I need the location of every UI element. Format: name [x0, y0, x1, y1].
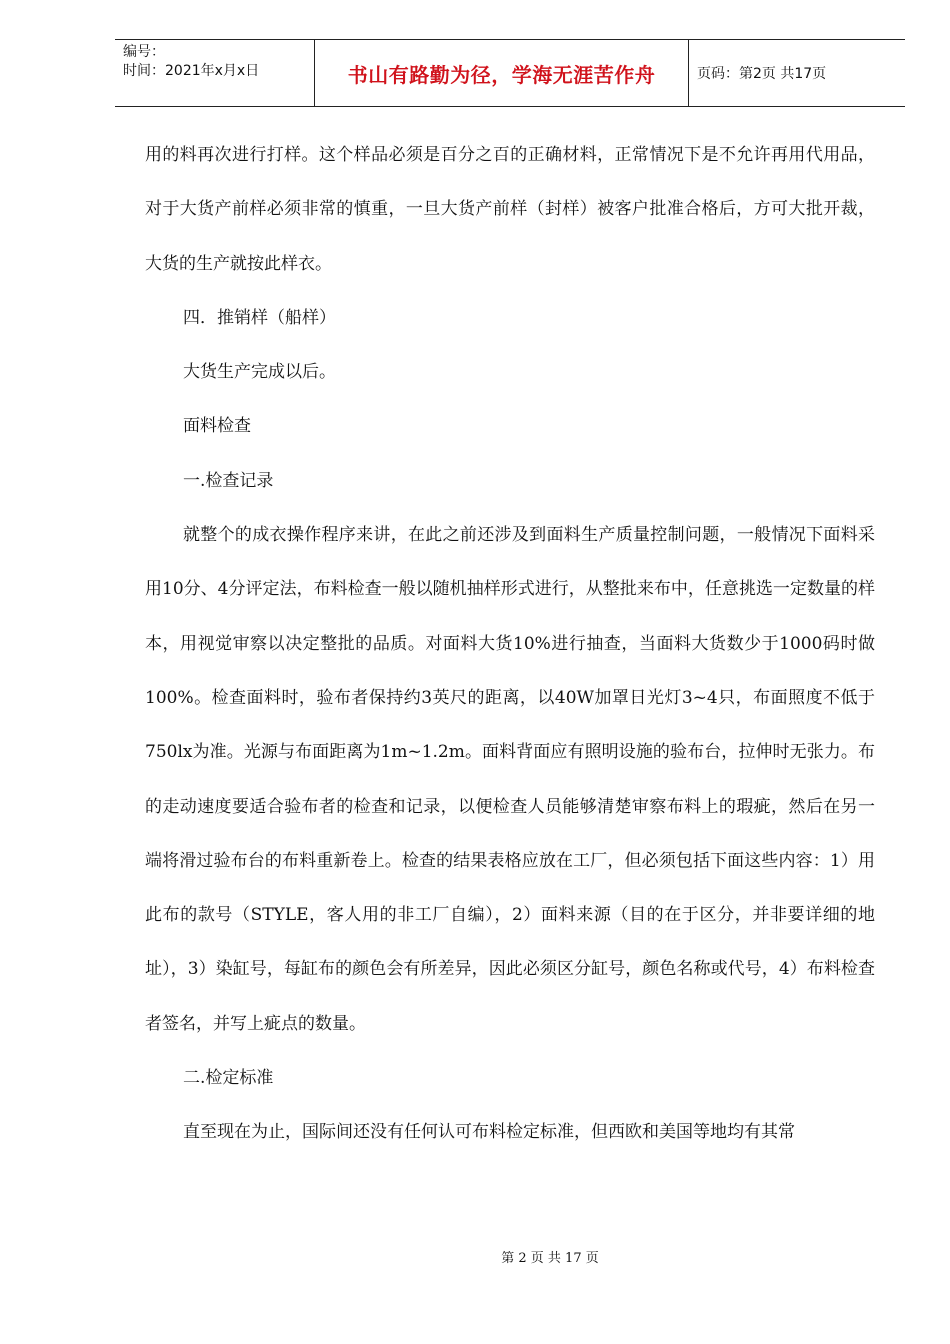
paragraph: 大货生产完成以后。	[183, 362, 336, 383]
paragraph: 用的料再次进行打样。这个样品必须是百分之百的正确材料，正常情况下是不允许再用代用品，对于大货产前样必须非常的慎重，一旦大货产前样（封样）被客户批准合格后，方可大批开裁，大货的生产就按此样衣。	[145, 145, 875, 274]
section-heading-inspection-standard: 二.检定标准	[183, 1068, 274, 1089]
document-body	[145, 128, 875, 1160]
page-footer: 第 2 页 共 17 页	[501, 1251, 599, 1266]
section-heading-fabric-inspection: 面料检查	[183, 416, 251, 437]
page-header	[115, 39, 905, 107]
header-meta	[115, 40, 315, 106]
section-heading-promo-sample: 四．推销样（船样）	[183, 307, 336, 328]
document-number-label: 编号：	[123, 44, 165, 60]
paragraph: 直至现在为止，国际间还没有任何认可布料检定标准，但西欧和美国等地均有其常	[183, 1122, 795, 1143]
section-heading-inspection-record: 一.检查记录	[183, 470, 274, 491]
document-time-label: 时间：2021年x月x日	[123, 63, 260, 79]
paragraph: 就整个的成衣操作程序来讲，在此之前还涉及到面料生产质量控制问题，一般情况下面料采用10分、4分评定法，布料检查一般以随机抽样形式进行，从整批来布中，任意挑选一定数量的样本，用视觉审察以决定整批的品质。对面料大货10%进行抽查，当面料大货数少于1000码时做100%。检查面料时，验布者保持约3英尺的距离，以40W加罩日光灯3~4只，布面照度不低于750lx为准。光源与布面距离为1m~1.2m。面料背面应有照明设施的验布台，拉伸时无张力。布的走动速度要适合验布者的检查和记录，以便检查人员能够清楚审察布料上的瑕疵，然后在另一端将滑过验布台的布料重新卷上。检查的结果表格应放在工厂，但必须包括下面这些内容：1）用此布的款号（STYLE，客人用的非工厂自编），2）面料来源（目的在于区分，并非要详细的地址），3）染缸号，每缸布的颜色会有所差异，因此必须区分缸号，颜色名称或代号，4）布料检查者签名，并写上疵点的数量。	[145, 525, 875, 1034]
header-page-number: 页码：第2页 共17页	[697, 66, 827, 82]
header-motto: 书山有路勤为径，学海无涯苦作舟	[315, 40, 689, 106]
